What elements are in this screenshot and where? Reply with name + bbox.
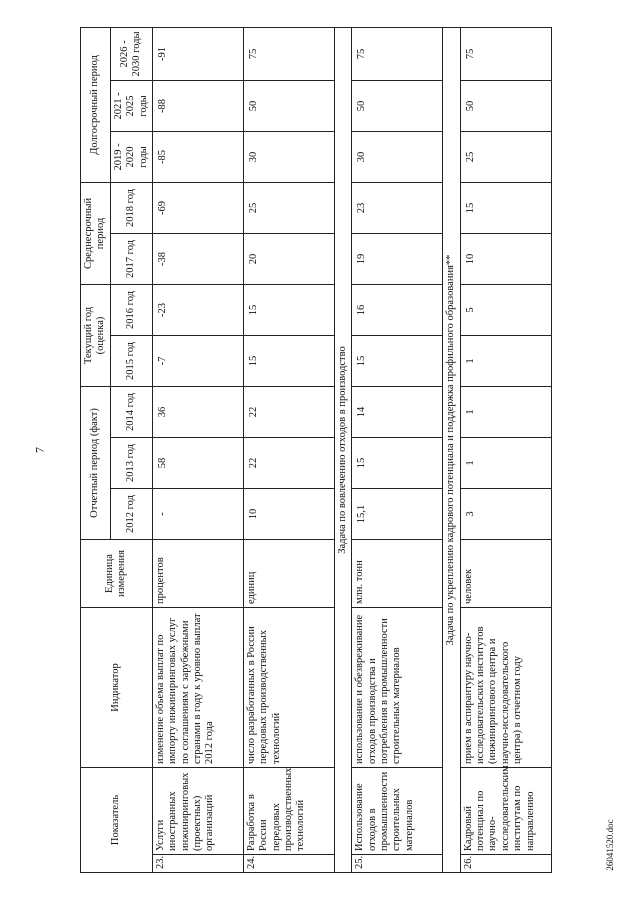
row-value: 23 (352, 182, 443, 233)
row-indicator-name: Разработка в России передовых производственных технологий (243, 768, 334, 855)
section-title: Задача по вовлечению отходов в производство (334, 27, 351, 872)
header-group-current: Текущий год (оценка) (81, 284, 111, 386)
row-value: - (152, 489, 243, 540)
row-value: 75 (352, 27, 443, 80)
row-indicator-name: Использование отходов в промышленности строительных материалов (352, 768, 443, 855)
row-number: 23. (152, 855, 243, 873)
row-value: 1 (460, 335, 551, 386)
row-value: -91 (152, 27, 243, 80)
row-value: 1 (460, 386, 551, 437)
header-group-reporting: Отчетный период (факт) (81, 386, 111, 539)
row-value: 30 (243, 131, 334, 182)
row-value: 25 (460, 131, 551, 182)
row-value: 16 (352, 284, 443, 335)
header-year: 2018 год (110, 182, 152, 233)
header-year: 2021 - 2025 годы (110, 80, 152, 131)
header-indicator: Индикатор (81, 608, 153, 768)
header-year: 2019 - 2020 годы (110, 131, 152, 182)
row-value: 58 (152, 438, 243, 489)
row-value: 15,1 (352, 489, 443, 540)
row-indicator: изменение объема выплат по импорту инжиниринговых услуг по соглашениям с зарубежными странами в году к уровню выплат 2012 года (152, 608, 243, 768)
row-value: 25 (243, 182, 334, 233)
row-value: 50 (460, 80, 551, 131)
row-value: -69 (152, 182, 243, 233)
row-value: 1 (460, 438, 551, 489)
row-number: 25. (352, 855, 443, 873)
row-value: 15 (243, 284, 334, 335)
header-year: 2017 год (110, 233, 152, 284)
row-value: -88 (152, 80, 243, 131)
row-value: 10 (460, 233, 551, 284)
row-value: -85 (152, 131, 243, 182)
header-unit: Единица измерения (81, 540, 153, 608)
row-unit: млн. тонн (352, 540, 443, 608)
header-year: 2016 год (110, 284, 152, 335)
row-value: 19 (352, 233, 443, 284)
rotated-table-container (80, 28, 600, 873)
header-row-groups (81, 27, 111, 872)
row-value: 15 (243, 335, 334, 386)
row-value: 15 (352, 438, 443, 489)
header-year: 2013 год (110, 438, 152, 489)
indicators-table (80, 27, 552, 873)
row-value: 50 (352, 80, 443, 131)
row-value: 5 (460, 284, 551, 335)
row-value: 75 (243, 27, 334, 80)
header-year: 2026 - 2030 годы (110, 27, 152, 80)
row-value: 30 (352, 131, 443, 182)
table-row (460, 27, 551, 872)
row-value: 20 (243, 233, 334, 284)
table-body (152, 27, 551, 872)
document-id: 26041520.doc (605, 819, 615, 871)
table-row (243, 27, 334, 872)
header-year: 2014 год (110, 386, 152, 437)
row-value: 50 (243, 80, 334, 131)
row-value: -23 (152, 284, 243, 335)
table-row (152, 27, 243, 872)
row-value: 3 (460, 489, 551, 540)
header-indicator-name: Показатель (81, 768, 153, 873)
table-row (352, 27, 443, 872)
row-value: 22 (243, 438, 334, 489)
section-row (334, 27, 351, 872)
header-year: 2012 год (110, 489, 152, 540)
page-number: 7 (32, 447, 47, 453)
row-value: 36 (152, 386, 243, 437)
row-unit: единиц (243, 540, 334, 608)
row-value: 15 (352, 335, 443, 386)
row-value: -38 (152, 233, 243, 284)
row-value: 75 (460, 27, 551, 80)
row-value: 22 (243, 386, 334, 437)
section-row (443, 27, 460, 872)
row-number: 26. (460, 855, 551, 873)
row-value: 10 (243, 489, 334, 540)
row-indicator: использование и обезвреживание отходов производства и потребления в промышленности строительных материалов (352, 608, 443, 768)
row-number: 24. (243, 855, 334, 873)
row-indicator: число разработанных в России передовых производственных технологий (243, 608, 334, 768)
row-unit: процентов (152, 540, 243, 608)
header-group-medium: Среднесрочный период (81, 182, 111, 284)
row-indicator-name: Услуги иностранных инжиниринговых (проектных) организаций (152, 768, 243, 855)
row-value: 14 (352, 386, 443, 437)
row-indicator: прием в аспирантуру научно-исследовательских институтов (инжинирингового центра и научно-исследовательского центра) в отчетном году (460, 608, 551, 768)
header-group-long: Долгосрочный период (81, 27, 111, 182)
row-value: -7 (152, 335, 243, 386)
section-title: Задача по укреплению кадрового потенциала и поддержка профильного образования** (443, 27, 460, 872)
header-year: 2015 год (110, 335, 152, 386)
row-indicator-name: Кадровый потенциал по научно-исследовательским институтам по направлению (460, 768, 551, 855)
row-unit: человек (460, 540, 551, 608)
row-value: 15 (460, 182, 551, 233)
